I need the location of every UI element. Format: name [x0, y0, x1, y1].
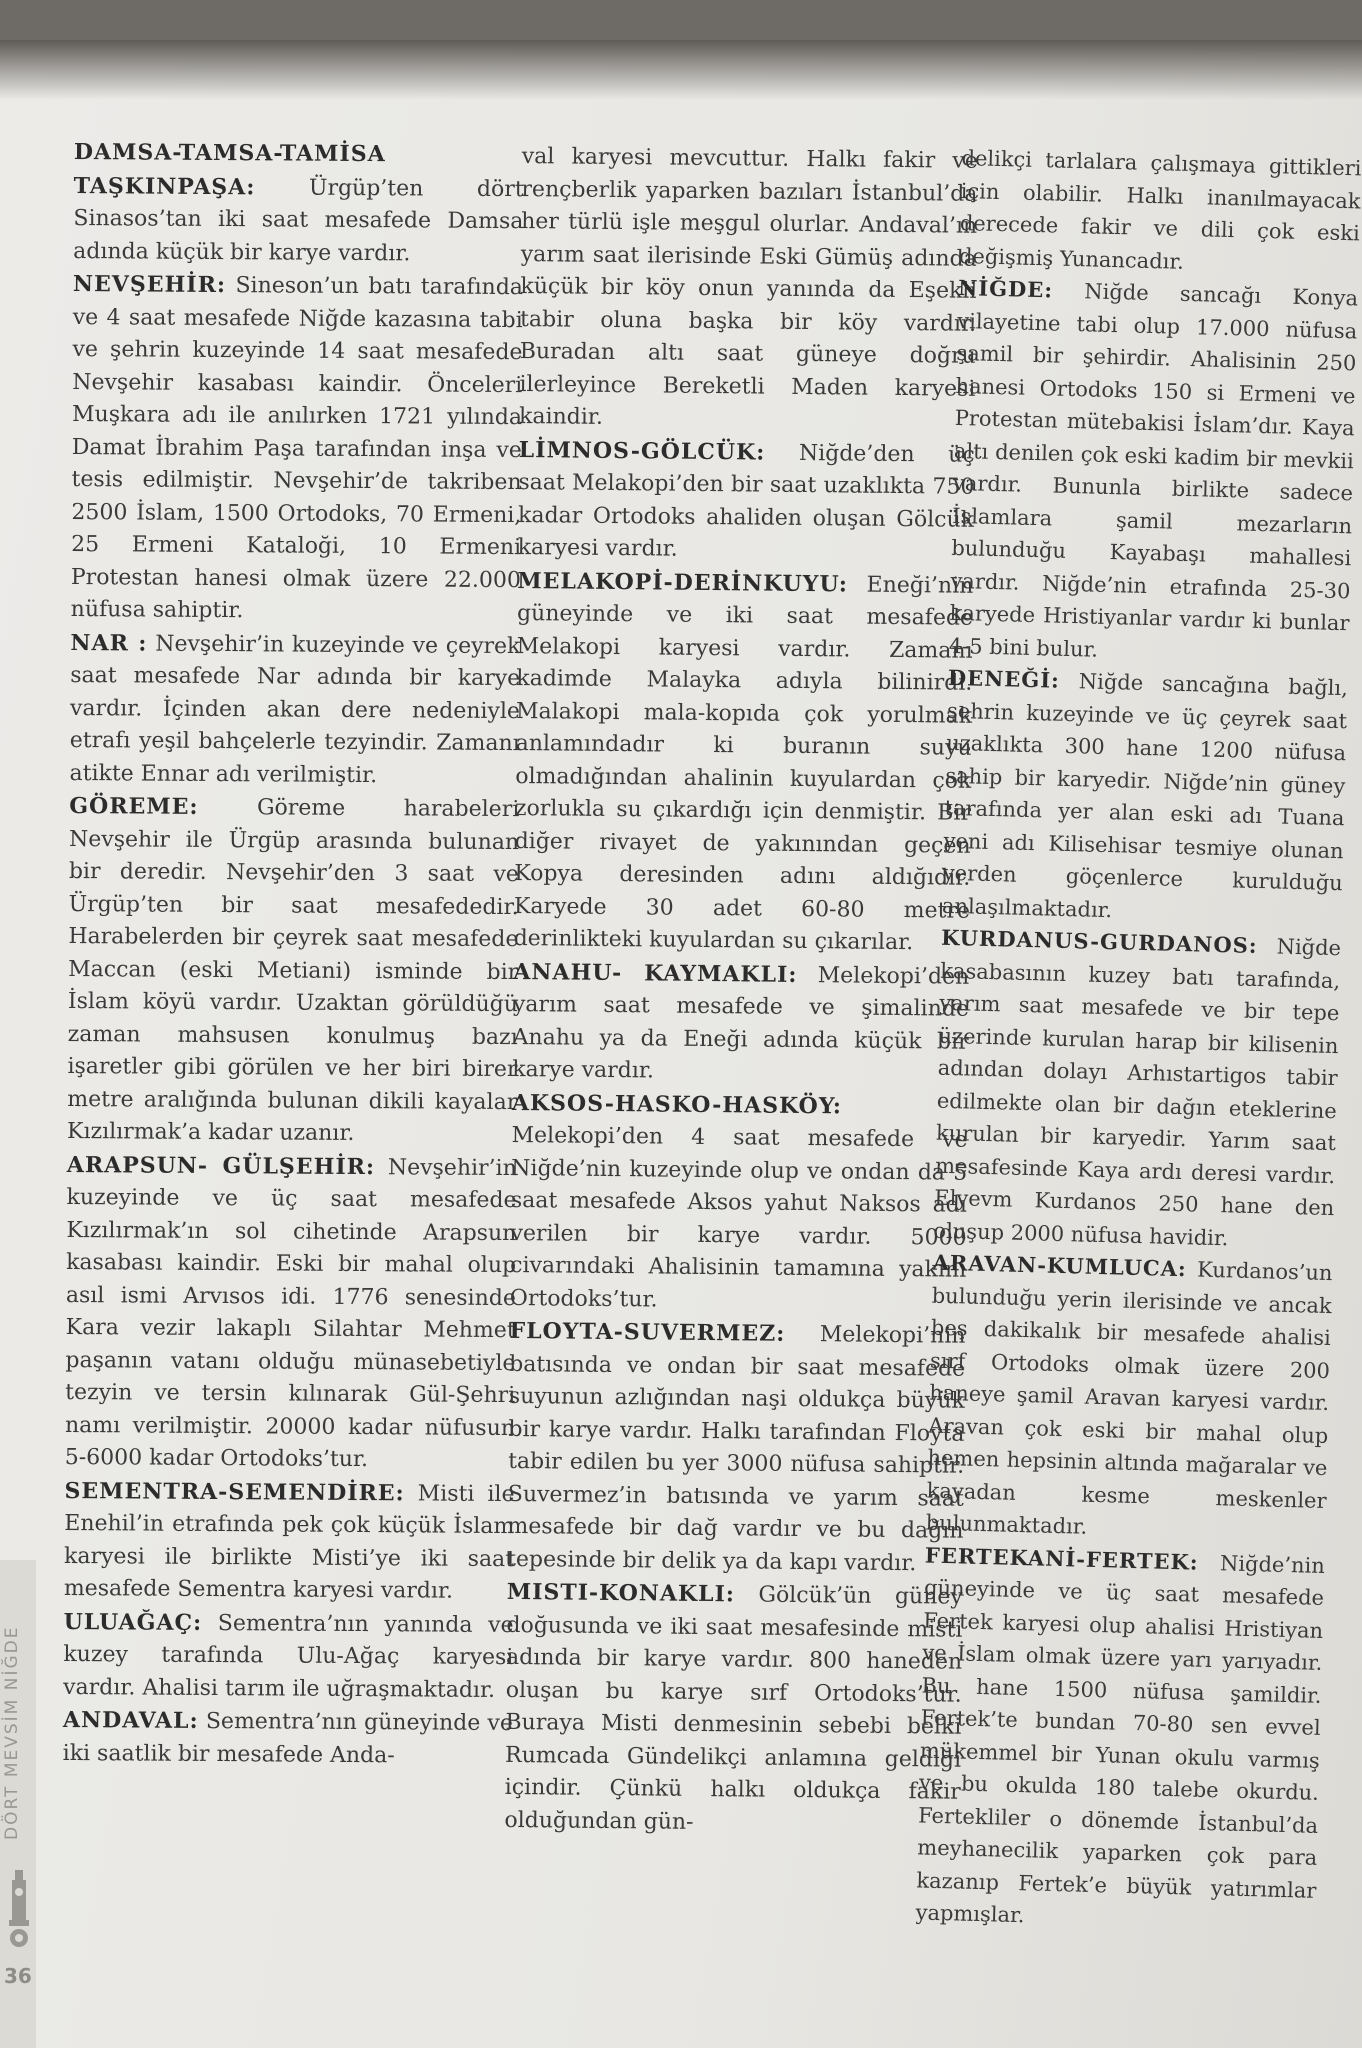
- entry-heading: DENEĞİ:: [947, 664, 1061, 693]
- entry-heading: TAŞKINPAŞA:: [73, 172, 256, 200]
- entry-body: Sementra’nın güneyinde ve iki saatlik bir mesafede Anda-: [62, 1708, 514, 1768]
- entry-heading: NEVŞEHİR:: [72, 270, 227, 299]
- entry: [513, 564, 973, 960]
- entry: [65, 1148, 517, 1477]
- entry-heading: KURDANUS-GURDANOS:: [940, 924, 1258, 959]
- entry: [915, 1539, 1325, 1939]
- entry: [510, 1086, 968, 1319]
- entry: [519, 140, 978, 438]
- text-column-1: [63, 136, 524, 1773]
- entry-heading: ULUAĞAÇ:: [63, 1608, 203, 1636]
- entry-heading: FERTEKANİ-FERTEK:: [924, 1542, 1199, 1575]
- top-shadow: [0, 40, 1362, 100]
- entry: [504, 1576, 963, 1842]
- entry: [67, 790, 519, 1152]
- entry-body: Melekopi’nin batısında ve ondan bir saat mesafede suyunun azlığından naşi oldukça büyük bir karye vardır. Halkı tarafından Floyta tabir edilen bu yer 3000 nüfusa sahiptir. Suvermez’in batısında ve yarım saat mesafede bir dağ vardır ve bu dağın tepesinde bir delik ya da kapı vardır.: [507, 1321, 966, 1576]
- entry: [518, 433, 975, 569]
- entry-body: val karyesi mevcuttur. Halkı fakir ve rençberlik yaparken bazıları İstanbul’da her türlü işle meşgul olurlar. Andaval’ın yarım saat ilerisinde Eski Gümüş adında küçük bir köy onun yanında da Eşekli tabir oluna başka bir köy vardır. Buradan altı saat güneye doğru ilerleyince Bereketli Maden karyesi kaindir.: [518, 143, 978, 430]
- entry-heading: ANAHU- KAYMAKLI:: [513, 958, 798, 988]
- entry-body: Sineson’un batı tarafında ve 4 saat mesafede Niğde kazasına tabi ve şehrin kuzeyinde 14 saat mesafede Nevşehir kasabası kaindir. Önceleri Muşkara adı ile anılırken 1721 yılında Damat İbrahim Paşa tarafından inşa ve tesis edilmiştir. Nevşehir’de takriben 2500 İslam, 1500 Ortodoks, 70 Ermeni, 25 Ermeni Kataloği, 10 Ermeni Protestan hanesi olmak üzere 22.000 nüfusa sahiptir.: [70, 273, 524, 624]
- entry-body: Niğde sancağı Konya vilayetine tabi olup 17.000 nüfusa şamil bir şehirdir. Ahalisinin 250 hanesi Ortodoks 150 si Ermeni ve Protestan mütebakisi İslam’dır. Kaya altı denilen çok eski kadim bir mevkii vardır. Bununla birlikte sadece İslamlara şamil mezarların bulunduğu Kayabaşı mahallesi vardır. Niğde’nin etrafında 25-30 karyede Hristiyanlar vardır ki bunlar 4-5 bini bulur.: [948, 278, 1359, 662]
- entry-body: Göreme harabeleri Nevşehir ile Ürgüp arasında bulunan bir deredir. Nevşehir’den 3 saat ve Ürgüp’ten bir saat mesafededir. Harabelerden bir çeyrek saat mesafede Maccan (eski Metiani) isminde bir İslam köyü vardır. Uzaktan görüldüğü zaman mahsusen konulmuş bazı işaretler gibi görülen ve her biri birer metre aralığında bulunan dikili kayalar Kızılırmak’a kadar uzanır.: [66, 794, 520, 1146]
- entry-heading: NİĞDE:: [957, 274, 1054, 303]
- entry: [63, 1704, 513, 1773]
- entry-body: Niğde’nin güneyinde ve üç saat mesafede Fertek karyesi olup ahalisi Hristiyan ve İslam olmak üzere yarı yarıyadır. Bu hane 1500 nüfusa şamildir. Fertek’te bundan 70-80 sen evvel mükemmel bir Yunan okulu varmış ve bu okulda 180 talebe okurdu. Fertekliler o dönemde İstanbul’da meyhanecilik yaparken çok para kazanıp Fertek’e büyük yatırımlar yapmışlar.: [915, 1550, 1326, 1928]
- entry-heading: FLOYTA-SUVERMEZ:: [509, 1317, 786, 1347]
- entry: [512, 955, 969, 1091]
- entry-body: Sementra’nın yanında ve kuzey tarafında Ulu-Ağaç karyesi vardır. Ahalisi tarım ile uğraşmaktadır.: [63, 1610, 514, 1703]
- entry: [507, 1315, 966, 1581]
- page-number: 36: [4, 1964, 32, 1988]
- entry-body: Nevşehir’in kuzeyinde ve üç saat mesafede Kızılırmak’ın sol cihetinde Arapsun kasabası kaindir. Eski bir mahal olup asıl ismi Arvısos idi. 1776 senesinde Kara vezir lakaplı Silahtar Mehmet paşanın vatanı olduğu münasebetiyle tezyin ve tersin kılınarak Gül-Şehri namı verilmiştir. 20000 kadar nüfusun 5-6000 kadar Ortodoks’tur.: [64, 1154, 517, 1473]
- entry-heading: NAR :: [70, 629, 148, 657]
- entry-body: Gölcük’ün güney doğusunda ve iki saat mesafesinde misti adında bir karye vardır. 800 haneden oluşan bu karye sırf Ortodoks’tur. Buraya Misti denmesinin sebebi belki Rumcada Gündelikçi anlamına geldiği içindir. Çünkü halkı oldukça fakir olduğundan gün-: [504, 1582, 963, 1835]
- entry-body: Niğde’den üç saat Melakopi’den bir saat uzaklıkta 750 kadar Ortodoks ahaliden oluşan Gölcük karyesi vardır.: [517, 440, 975, 562]
- entry: [74, 136, 524, 173]
- entry-heading: SEMENTRA-SEMENDİRE:: [64, 1477, 405, 1506]
- entry-heading: ARAPSUN- GÜLŞEHİR:: [66, 1151, 376, 1180]
- entry: [948, 272, 1358, 672]
- entry: [933, 922, 1341, 1257]
- running-title: DÖRT MEVSİM NİĞDE: [2, 1625, 22, 1840]
- entry-heading: DAMSA-TAMSA-TAMİSA: [73, 138, 386, 168]
- text-column-3: [915, 142, 1362, 1939]
- entry: [69, 626, 520, 793]
- entry: [71, 268, 523, 630]
- clock-tower-icon: [6, 1870, 32, 1950]
- entry-heading: GÖREME:: [69, 792, 199, 820]
- book-page: [0, 40, 1362, 2048]
- entry-body: Misti ile Enehil’in etrafında pek çok küçük İslam karyesi ile birlikte Misti’ye iki saat mesafede Sementra karyesi vardır.: [63, 1480, 515, 1604]
- entry: [942, 662, 1349, 932]
- entry: [64, 1474, 515, 1608]
- entry-heading: ANDAVAL:: [62, 1706, 199, 1734]
- entry-heading: MELAKOPİ-DERİNKUYU:: [517, 567, 849, 597]
- entry-body: Nevşehir’in kuzeyinde ve çeyrek saat mesafede Nar adında bir karye vardır. İçinden akan dere nedeniyle etrafı yeşil bahçelerle tezyindir. Zamanı atikte Ennar adı verilmiştir.: [69, 631, 521, 788]
- entry-heading: LİMNOS-GÖLCÜK:: [518, 436, 766, 466]
- entry-body: Melekopi’den 4 saat mesafede ve Niğde’nin kuzeyinde olup ve ondan da 5 saat mesafede Aksos yahut Naksos adı verilen bir karye vardır. 5000 civarındaki Ahalisinin tamamına yakını Ortodoks’tur.: [509, 1122, 968, 1312]
- entry: [959, 142, 1362, 282]
- entry-body: delikçi tarlalara çalışmaya gittikleri için olabilir. Halkı inanılmayacak derecede fakir ve dili çok eski değişmiş Yunancadır.: [958, 145, 1362, 274]
- text-column-2: [504, 140, 978, 1842]
- entry-heading: MISTI-KONAKLI:: [506, 1578, 736, 1608]
- entry-body: Kurdanos’un bulunduğu yerin ilerisinde ve ancak beş dakikalık bir mesafede ahalisi sırf Ortodoks olmak üzere 200 haneye şamil Aravan karyesi vardır. Aravan çok eski bir mahal olup hemen hepsinin altında mağaralar ve kayadan kesme meskenler bulunmaktadır.: [925, 1257, 1333, 1539]
- entry: [925, 1247, 1333, 1550]
- entry-body: Niğde sancağına bağlı, şehrin kuzeyinde ve üç çeyrek saat uzaklıkta 300 hane 1200 nüfusa sahip bir karyedir. Niğde’nin güney tarafında yer alan eski adı Tuana yeni adı Kilisehisar tesmiye olunan yerden göçenlerce kurulduğu anlaşılmaktadır.: [941, 668, 1349, 922]
- entry-body: Niğde kasabasının kuzey batı tarafında, yarım saat mesafede ve bir tepe üzerinde kurulan harap bir kilisenin adından dolayı Arhıstartigos tabir edilmekte olan bir dağın eteklerine kurulan bir karyedir. Yarım saat mesafesinde Kaya ardı deresi vardır. Elyevm Kurdanos 250 hane den oluşup 2000 nüfusa havidir.: [933, 934, 1342, 1250]
- entry: [73, 169, 524, 271]
- entry-heading: ARAVAN-KUMLUCA:: [932, 1249, 1188, 1282]
- entry: [63, 1605, 514, 1707]
- entry-body: Ürgüp’ten dört Sinasos’tan iki saat mesafede Damsa adında küçük bir karye vardır.: [73, 174, 524, 266]
- entry-body: Eneği’nin güneyinde ve iki saat mesafede Melakopi karyesi vardır. Zamanı kadimde Malayka adıyla bilinirdi. Malakopi mala-kopıda çok yorulmak anlamındadır ki buranın suyu olmadığından ahalinin kuyulardan çok zorlukla su çıkardığı için denmiştir. Bir diğer rivayet de yakınından geçen Kopya deresinden adını aldığıdır. Karyede 30 adet 60-80 metre derinlikteki kuyulardan su çıkarılar.: [513, 571, 974, 956]
- entry-heading: AKSOS-HASKO-HASKÖY:: [511, 1089, 843, 1119]
- entry-body: Melekopi’den yarım saat mesafede ve şimalinde Anahu ya da Eneği adında küçük bir karye vardır.: [512, 962, 970, 1084]
